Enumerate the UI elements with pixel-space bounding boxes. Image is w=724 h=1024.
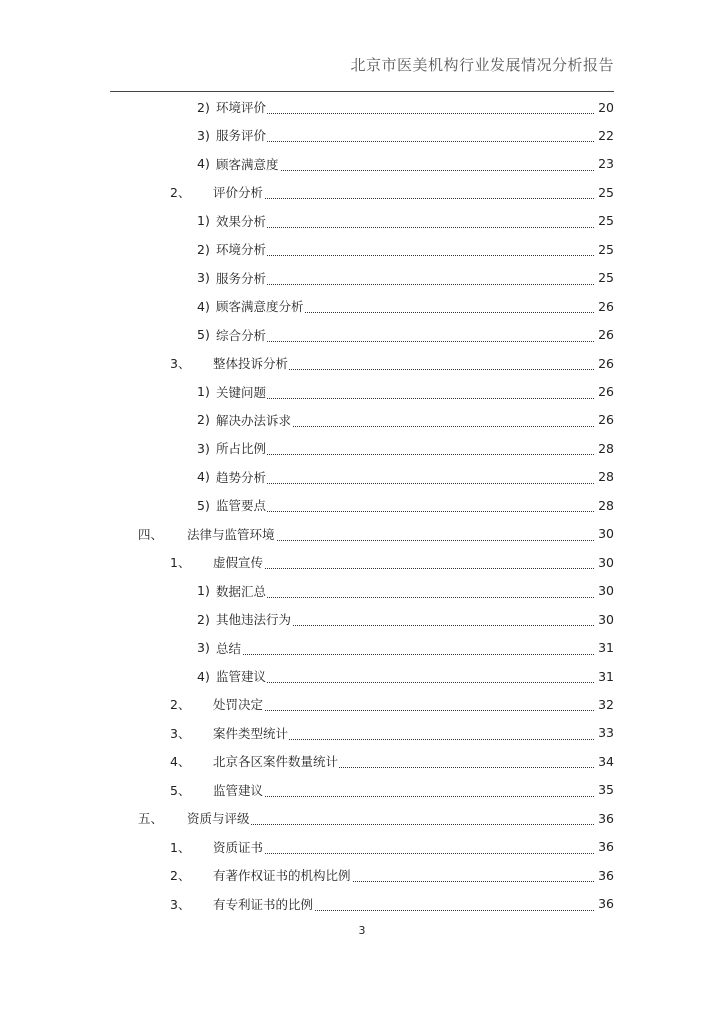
toc-entry-label: 有著作权证书的机构比例 (213, 868, 351, 884)
toc-entry-label: 资质与评级 (187, 811, 250, 827)
toc-entry[interactable] (0, 690, 724, 718)
toc-entry-label: 所占比例 (216, 441, 267, 457)
toc-entry-number: 3) (197, 270, 210, 286)
toc-entry-number: 2、 (170, 697, 191, 713)
toc-entry-page: 28 (594, 498, 614, 513)
toc-entry[interactable] (0, 833, 724, 861)
toc-entry-label: 资质证书 (213, 839, 264, 855)
toc-entry[interactable] (0, 890, 724, 918)
toc-entry-page: 30 (594, 555, 614, 570)
toc-entry-page: 36 (594, 896, 614, 911)
toc-entry[interactable] (0, 861, 724, 889)
toc-entry[interactable] (0, 577, 724, 605)
toc-entry-number: 1) (197, 213, 210, 229)
toc-entry[interactable] (0, 178, 724, 206)
toc-entry-page: 30 (594, 583, 614, 598)
toc-entry-page: 25 (594, 213, 614, 228)
toc-entry[interactable] (0, 776, 724, 804)
toc-entry-label: 解决办法诉求 (216, 412, 292, 428)
toc-entry-page: 26 (594, 299, 614, 314)
toc-entry-number: 1、 (170, 839, 191, 855)
toc-entry-label: 综合分析 (216, 327, 267, 343)
toc-entry[interactable] (0, 747, 724, 775)
toc-entry-number: 3、 (170, 896, 191, 912)
toc-entry-number: 3) (197, 640, 210, 656)
toc-entry[interactable] (0, 93, 724, 121)
toc-entry[interactable] (0, 406, 724, 434)
toc-entry-page: 26 (594, 356, 614, 371)
toc-entry-label: 北京各区案件数量统计 (213, 754, 339, 770)
toc-entry-number: 1、 (170, 555, 191, 571)
toc-entry-label: 案件类型统计 (213, 725, 289, 741)
toc-entry-number: 5) (197, 327, 210, 343)
toc-dot-leader (226, 226, 600, 228)
toc-entry-label: 顾客满意度 (216, 156, 279, 172)
toc-entry-label: 有专利证书的比例 (213, 896, 314, 912)
toc-entry-page: 28 (594, 441, 614, 456)
toc-dot-leader (226, 397, 600, 399)
toc-entry[interactable] (0, 321, 724, 349)
toc-entry-label: 服务评价 (216, 128, 267, 144)
toc-entry-number: 4) (197, 469, 210, 485)
toc-entry-number: 3) (197, 440, 210, 456)
toc-entry-number: 4) (197, 298, 210, 314)
toc-entry-page: 25 (594, 270, 614, 285)
toc-dot-leader (226, 681, 600, 683)
toc-entry-number: 2、 (170, 868, 191, 884)
toc-dot-leader (223, 795, 600, 797)
toc-entry-number: 1) (197, 384, 210, 399)
toc-dot-leader (226, 653, 600, 655)
toc-dot-leader (226, 169, 600, 171)
toc-entry[interactable] (0, 235, 724, 263)
toc-entry-number: 1) (197, 583, 210, 599)
toc-entry-label: 监管要点 (216, 498, 267, 514)
toc-dot-leader (226, 254, 600, 256)
toc-entry-number: 4、 (170, 754, 191, 770)
toc-entry-label: 服务分析 (216, 270, 267, 286)
toc-entry[interactable] (0, 634, 724, 662)
toc-entry-number: 2、 (170, 185, 191, 201)
toc-entry-label: 整体投诉分析 (213, 356, 289, 372)
toc-dot-leader (223, 567, 600, 569)
toc-entry[interactable] (0, 292, 724, 320)
toc-entry-page: 26 (594, 412, 614, 427)
toc-entry[interactable] (0, 207, 724, 235)
toc-dot-leader (226, 340, 600, 342)
toc-entry-label: 监管建议 (216, 669, 267, 684)
toc-entry-label: 处罚决定 (213, 697, 264, 713)
toc-entry-number: 2) (197, 99, 210, 115)
toc-entry-page: 22 (594, 128, 614, 143)
toc-dot-leader (223, 709, 600, 711)
toc-entry[interactable] (0, 719, 724, 747)
toc-entry[interactable] (0, 520, 724, 548)
toc-entry-page: 33 (594, 725, 614, 740)
toc-entry[interactable] (0, 121, 724, 149)
toc-entry-page: 36 (594, 811, 614, 826)
toc-entry[interactable] (0, 804, 724, 832)
toc-entry-label: 趋势分析 (216, 469, 267, 485)
toc-entry[interactable] (0, 463, 724, 491)
toc-entry-label: 顾客满意度分析 (216, 299, 304, 315)
toc-entry-number: 3) (197, 127, 210, 143)
toc-dot-leader (226, 596, 600, 598)
toc-entry-page: 28 (594, 469, 614, 484)
toc-dot-leader (226, 283, 600, 285)
toc-entry-label: 效果分析 (216, 213, 267, 229)
toc-entry-page: 26 (594, 384, 614, 399)
toc-entry-page: 25 (594, 185, 614, 200)
toc-entry-label: 虚假宣传 (213, 555, 264, 571)
toc-entry-page: 30 (594, 612, 614, 627)
toc-entry-page: 31 (594, 640, 614, 655)
toc-entry-page: 25 (594, 242, 614, 257)
toc-dot-leader (226, 482, 600, 484)
toc-entry[interactable] (0, 378, 724, 406)
toc-entry-page: 26 (594, 327, 614, 342)
toc-entry-page: 35 (594, 782, 614, 797)
toc-entry-page: 23 (594, 156, 614, 171)
toc-dot-leader (197, 823, 600, 825)
toc-entry-label: 法律与监管环境 (187, 526, 275, 542)
toc-entry[interactable] (0, 662, 724, 690)
toc-dot-leader (226, 510, 600, 512)
toc-entry-page: 36 (594, 839, 614, 854)
toc-dot-leader (226, 140, 600, 142)
toc-entry-label: 评价分析 (213, 185, 264, 201)
toc-entry-page: 31 (594, 669, 614, 684)
toc-entry-label: 监管建议 (213, 782, 264, 798)
toc-dot-leader (226, 453, 600, 455)
toc-entry-number: 2) (197, 241, 210, 257)
toc-dot-leader (226, 112, 600, 114)
toc-dot-leader (223, 852, 600, 854)
toc-entry-label: 环境评价 (216, 100, 267, 115)
toc-entry-number: 5、 (170, 782, 191, 798)
header-rule (110, 91, 614, 92)
toc-entry[interactable] (0, 349, 724, 377)
toc-entry-page: 34 (594, 754, 614, 769)
page-header-title: 北京市医美机构行业发展情况分析报告 (350, 56, 614, 74)
toc-entry-number: 4) (197, 668, 210, 684)
toc-entry-number: 3、 (170, 725, 191, 741)
toc-entry[interactable] (0, 150, 724, 178)
toc-entry-number: 五、 (138, 811, 164, 827)
toc-entry-label: 其他违法行为 (216, 612, 292, 628)
toc-entry[interactable] (0, 605, 724, 633)
toc-entry-page: 36 (594, 868, 614, 883)
toc-entry-number: 5) (197, 497, 210, 513)
toc-entry-page: 30 (594, 526, 614, 541)
toc-dot-leader (223, 197, 600, 199)
toc-entry[interactable] (0, 548, 724, 576)
toc-entry-number: 3、 (170, 356, 191, 372)
toc-entry-label: 总结 (216, 640, 242, 656)
toc-entry-label: 环境分析 (216, 242, 267, 258)
toc-entry-label: 关键问题 (216, 384, 267, 400)
toc-entry[interactable] (0, 434, 724, 462)
toc-entry-page: 32 (594, 697, 614, 712)
toc-entry[interactable] (0, 491, 724, 519)
page-number: 3 (358, 924, 366, 937)
toc-entry-number: 2) (197, 611, 210, 627)
toc-entry-number: 2) (197, 412, 210, 428)
toc-entry-number: 四、 (138, 526, 164, 542)
toc-entry-page: 20 (594, 100, 614, 115)
toc-entry[interactable] (0, 264, 724, 292)
toc-entry-label: 数据汇总 (216, 583, 267, 599)
toc-entry-number: 4) (197, 156, 210, 172)
